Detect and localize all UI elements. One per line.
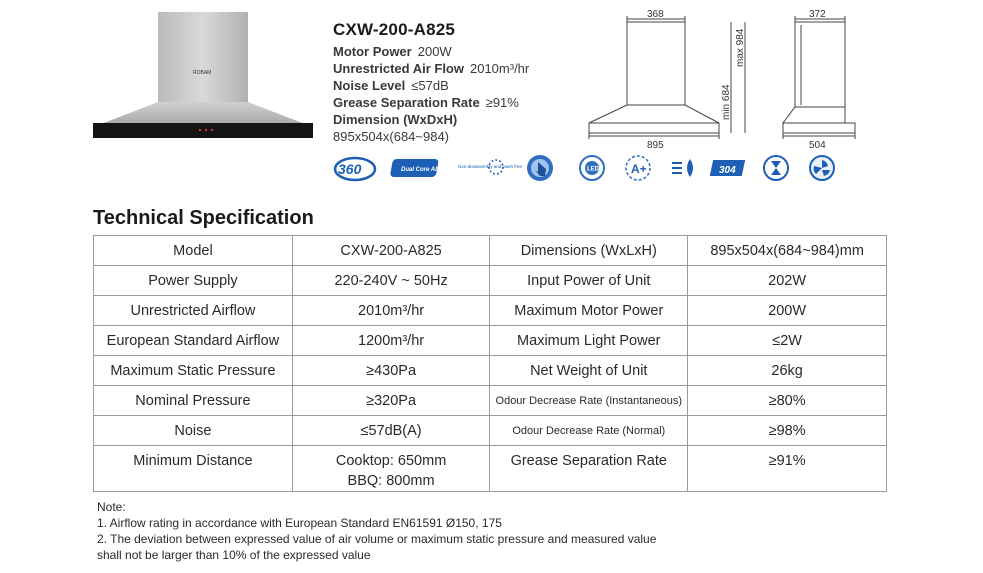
model-title: CXW-200-A825 [333, 20, 456, 39]
notes-heading: Note: [97, 500, 126, 514]
spec-value: ≥320Pa [292, 386, 489, 416]
side-top-depth: 372 [809, 9, 826, 20]
feature-icons [333, 150, 853, 190]
spec-label: Unrestricted Airflow [94, 296, 293, 326]
spec-value: 2010m³/hr [469, 61, 530, 76]
spec-label: Noise [94, 416, 293, 446]
range-hood-image [93, 12, 313, 138]
touch-control-icon [523, 150, 557, 186]
spec-label: Power Supply [94, 266, 293, 296]
notes [97, 499, 656, 563]
spec-label: Dimensions (WxLxH) [490, 236, 688, 266]
dual-core-absorber-icon [393, 150, 458, 186]
spec-value: 26kg [688, 356, 887, 386]
spec-label: Minimum Distance [94, 446, 293, 492]
svg-text:Non-disassembly and wash free: Non-disassembly and wash free [458, 164, 523, 169]
product-summary [333, 20, 583, 145]
spec-value: 895x504x(684~984)mm [688, 236, 887, 266]
led-light-icon [575, 150, 609, 186]
spec-dimension-label [333, 111, 583, 128]
spec-label: Model [94, 236, 293, 266]
height-min: min 684 [721, 84, 732, 120]
table-row [94, 356, 887, 386]
spec-value: ≥430Pa [292, 356, 489, 386]
dimension-label: Dimension (WxDxH) [333, 112, 458, 127]
note-line: shall not be larger than 10% of the expressed value [97, 548, 371, 562]
spec-label: Grease Separation Rate [333, 95, 480, 110]
svg-text:LED: LED [587, 166, 599, 173]
cooktop-distance: Cooktop: 650mm [335, 453, 447, 469]
spec-value: ≤2W [688, 326, 887, 356]
svg-text:304: 304 [719, 165, 736, 176]
spec-value: 220-240V ~ 50Hz [292, 266, 489, 296]
table-row [94, 386, 887, 416]
airflow-fan-icon [805, 150, 839, 186]
table-row [94, 446, 887, 492]
table-row [94, 296, 887, 326]
spec-value: ≤57dB [411, 78, 449, 93]
spec-label: Odour Decrease Rate (Instantaneous) [490, 386, 688, 416]
spec-value: ≥80% [688, 386, 887, 416]
spec-label: Maximum Light Power [490, 326, 688, 356]
svg-text:Dual Core Absorber: Dual Core Absorber [401, 167, 458, 173]
spec-label: European Standard Airflow [94, 326, 293, 356]
oil-separation-icon [667, 150, 701, 186]
table-row [94, 416, 887, 446]
360-degree-icon [333, 150, 379, 186]
note-line: 2. The deviation between expressed value of air volume or maximum static pressure and measured value [97, 532, 657, 546]
table-row [94, 266, 887, 296]
spec-value: 200W [417, 44, 452, 59]
spec-air-flow [333, 60, 583, 77]
non-disassembly-icon [456, 150, 523, 186]
tech-spec-title: Technical Specification [93, 207, 314, 229]
spec-label: Grease Separation Rate [490, 446, 688, 492]
delay-timer-icon [759, 150, 793, 186]
spec-value: 1200m³/hr [292, 326, 489, 356]
spec-noise-level [333, 77, 583, 94]
spec-value: ≥91% [485, 95, 519, 110]
spec-label: Motor Power [333, 44, 412, 59]
dimension-diagram [583, 5, 983, 155]
spec-label: Net Weight of Unit [490, 356, 688, 386]
side-bottom-depth: 504 [809, 140, 826, 151]
spec-label: Nominal Pressure [94, 386, 293, 416]
stainless-304-icon [711, 150, 749, 186]
spec-value: 2010m³/hr [292, 296, 489, 326]
spec-motor-power [333, 43, 583, 60]
note-line: 1. Airflow rating in accordance with European Standard EN61591 Ø150, 175 [97, 516, 502, 530]
tech-spec-table [93, 235, 887, 492]
spec-label: Maximum Static Pressure [94, 356, 293, 386]
spec-label: Noise Level [333, 78, 406, 93]
spec-label: Odour Decrease Rate (Normal) [490, 416, 688, 446]
spec-value: CXW-200-A825 [292, 236, 489, 266]
table-row [94, 326, 887, 356]
svg-text:360: 360 [338, 161, 362, 177]
height-max: max 984 [735, 28, 746, 67]
spec-label: Input Power of Unit [490, 266, 688, 296]
front-top-width: 368 [647, 9, 664, 20]
spec-value [292, 446, 489, 492]
spec-grease-separation [333, 94, 583, 111]
front-bottom-width: 895 [647, 140, 664, 151]
brand-logo: ROBAM [193, 70, 212, 76]
spec-value: 200W [688, 296, 887, 326]
spec-dimension-value: 895x504x(684~984) [333, 129, 450, 144]
bbq-distance: BBQ: 800mm [347, 473, 435, 489]
svg-text:A+: A+ [631, 162, 647, 176]
energy-a-plus-icon [621, 150, 655, 186]
spec-value: ≥98% [688, 416, 887, 446]
spec-value: 202W [688, 266, 887, 296]
spec-value: ≤57dB(A) [292, 416, 489, 446]
table-row [94, 236, 887, 266]
spec-label: Maximum Motor Power [490, 296, 688, 326]
spec-label: Unrestricted Air Flow [333, 61, 464, 76]
spec-value: ≥91% [688, 446, 887, 492]
